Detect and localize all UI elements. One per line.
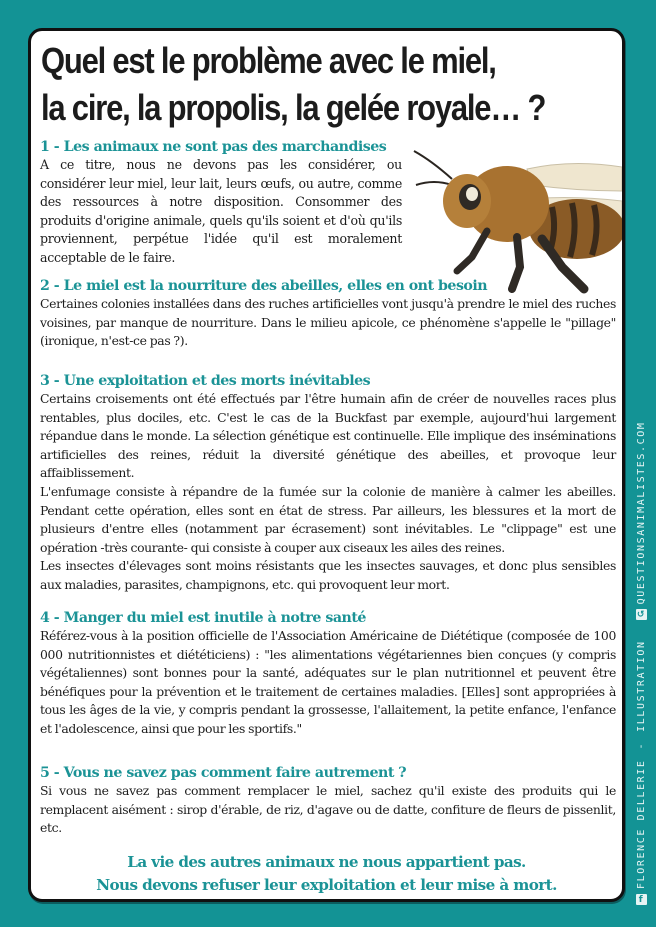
section-1	[40, 139, 402, 268]
section-3	[40, 373, 616, 595]
section-4	[40, 610, 616, 739]
poster-card	[28, 28, 625, 902]
section-paragraph: Les insectes d'élevages sont moins résistants que les insectes sauvages, et donc plus sensibles aux maladies, parasites, champignons, etc. qui provoquent leur mort.	[40, 558, 616, 592]
website-icon: ↺	[636, 609, 646, 620]
conclusion	[31, 851, 622, 897]
title-line-2: la cire, la propolis, la gelée royale… ?	[41, 87, 546, 128]
section-heading: 2 - Le miel est la nourriture des abeilles, elles en ont besoin	[40, 278, 488, 294]
conclusion-line-1: La vie des autres animaux ne nous appartient pas.	[127, 853, 526, 871]
author-name: FLORENCE DELLERIE	[635, 759, 647, 889]
section-2	[40, 278, 616, 351]
facebook-icon[interactable]: f	[636, 894, 647, 905]
section-5	[40, 765, 616, 838]
bee-illustration	[412, 139, 622, 294]
section-heading: 5 - Vous ne savez pas comment faire autrement ?	[40, 765, 407, 781]
section-paragraph: Certains croisements ont été effectués par l'être humain afin de créer de nouvelles races plus rentables, plus dociles, etc. C'est le cas de la Buckfast par exemple, aujourd'hui largement répandue dans le monde. La sélection génétique est continuelle. Elle implique des inséminations artificielles des reines, réduit la diversité génétique des abeilles, et provoque leur affaiblissement.	[40, 391, 616, 481]
side-credit	[631, 385, 651, 905]
section-paragraph: L'enfumage consiste à répandre de la fumée sur la colonie de manière à calmer les abeilles. Pendant cette opération, elles sont en état de stress. Par ailleurs, les blessures et la mort de plusieurs d'entre elles (notamment par écrasement) sont inévitables. Le "clippage" est une opération -très courante- qui consiste à couper aux ciseaux les ailes des reines.	[40, 483, 616, 555]
credit-separator: -	[635, 741, 647, 750]
section-paragraph: Certaines colonies installées dans des ruches artificielles vont jusqu'à prendre le miel des ruches voisines, par manque de nourriture. Dans le milieu apicole, ce phénomène s'appelle le "pillage" (ironique, n'est-ce pas ?).	[40, 296, 616, 349]
conclusion-line-2: Nous devons refuser leur exploitation et leur mise à mort.	[96, 876, 557, 894]
section-heading: 1 - Les animaux ne sont pas des marchandises	[40, 139, 387, 155]
author-role: ILLUSTRATION	[635, 640, 647, 732]
poster-title	[41, 37, 546, 131]
section-paragraph: A ce titre, nous ne devons pas les considérer, ou considérer leur miel, leur lait, leurs œufs, ou autre, comme des ressources à notre disposition. Consommer des produits d'origine animale, quels qu'ils soient et d'où qu'ils proviennent, perpétue l'idée qu'il est moralement acceptable de le faire.	[40, 157, 402, 265]
section-paragraph: Référez-vous à la position officielle de l'Association Américaine de Diététique (composée de 100 000 nutritionnistes et diététiciens) : "les alimentations végétariennes bien conçues (y compris végétaliennes) sont bonnes pour la santé, adéquates sur le plan nutritionnel et peuvent être bénéfiques pour la prévention et le traitement de certaines maladies. [Elles] sont appropriées à tous les âges de la vie, y compris pendant la grossesse, l'allaitement, la petite enfance, l'enfance et l'adolescence, ainsi que pour les sportifs."	[40, 628, 616, 736]
section-heading: 3 - Une exploitation et des morts inévitables	[40, 373, 371, 389]
section-heading: 4 - Manger du miel est inutile à notre santé	[40, 610, 366, 626]
section-paragraph: Si vous ne savez pas comment remplacer le miel, sachez qu'il existe des produits qui le remplacent aisément : sirop d'érable, de riz, d'agave ou de datte, confiture de fleurs de pissenlit, etc.	[40, 783, 616, 836]
title-line-1: Quel est le problème avec le miel,	[41, 40, 496, 81]
website-link[interactable]: QUESTIONSANIMALISTES.COM	[635, 421, 647, 605]
